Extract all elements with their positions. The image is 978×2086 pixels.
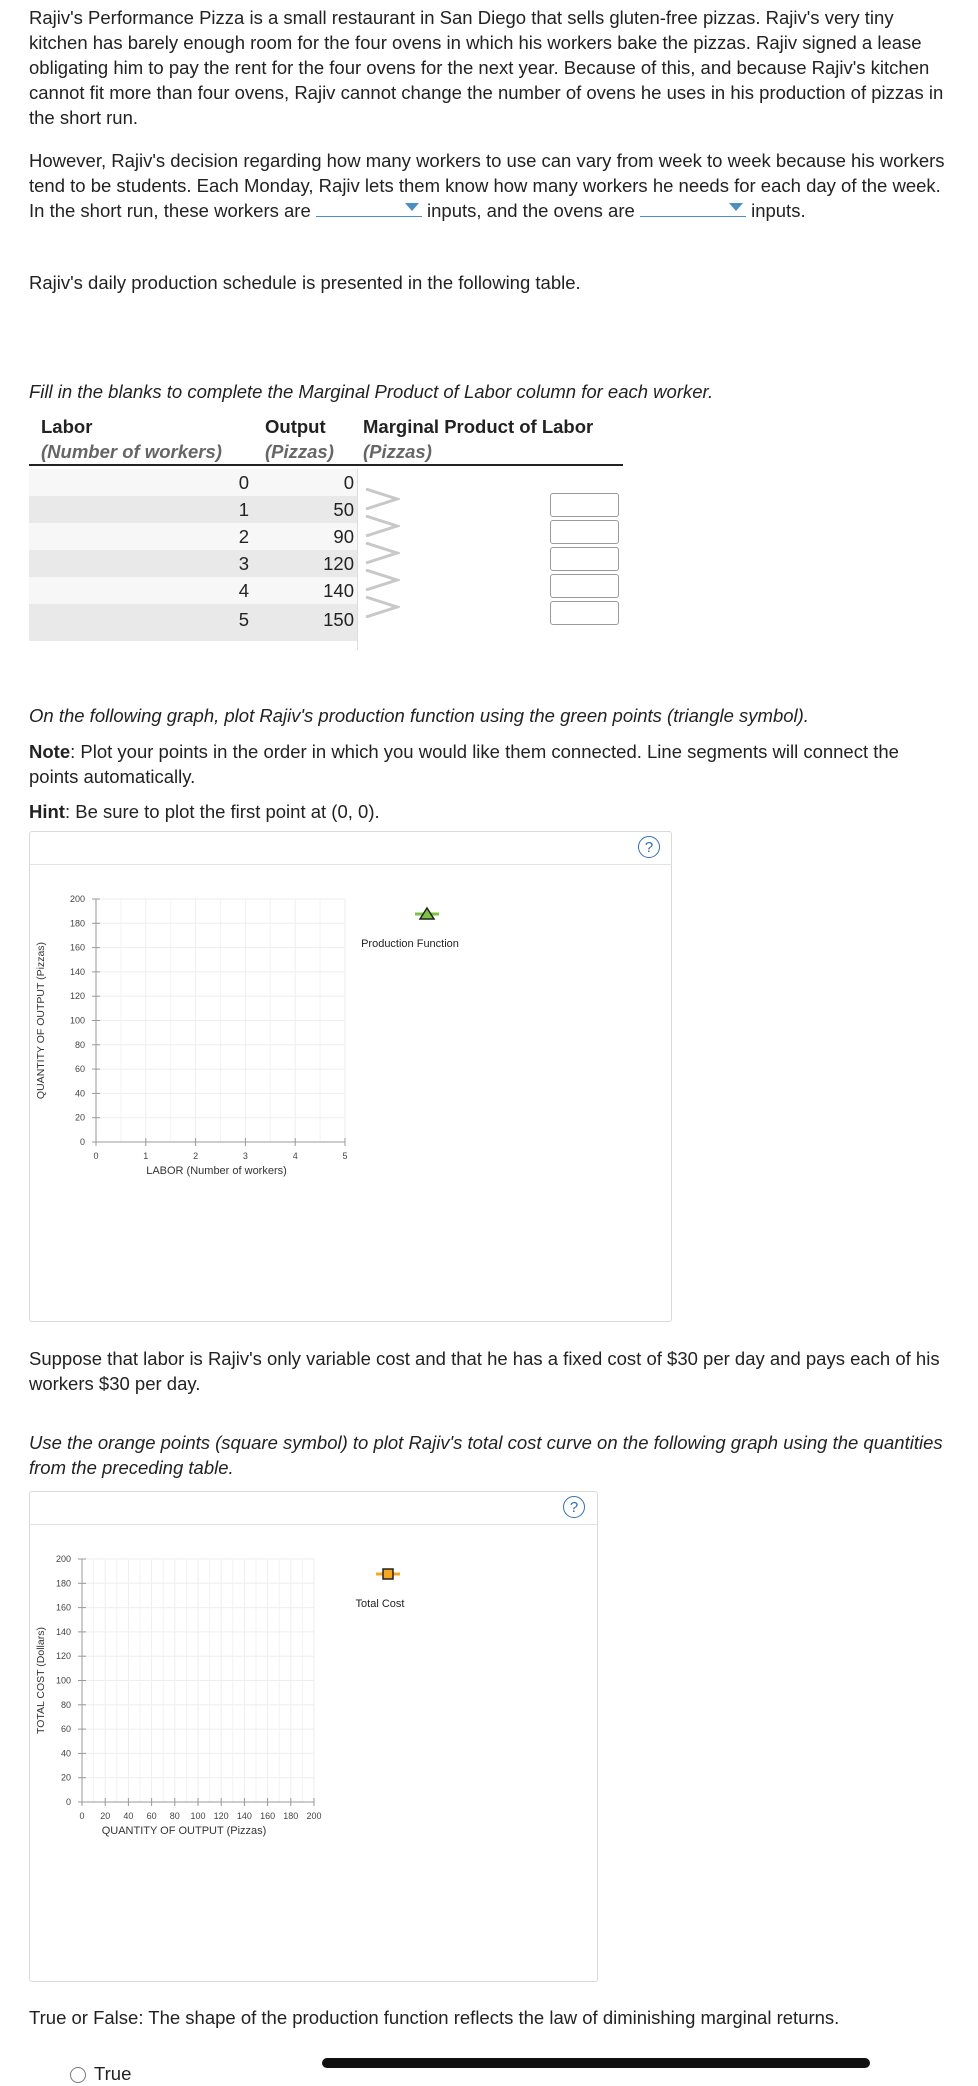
cost-assumption-text: Suppose that labor is Rajiv's only variable cost and that he has a fixed cost of $30 per day and pays each of his workers $30 per day. bbox=[29, 1348, 940, 1394]
hint-text: : Be sure to plot the first point at (0, 0). bbox=[64, 801, 380, 822]
y-tick-label: 60 bbox=[74, 1064, 85, 1075]
x-tick-label: 160 bbox=[260, 1811, 276, 1821]
y-tick-label: 180 bbox=[69, 918, 85, 929]
chevron-right-icon bbox=[364, 569, 400, 591]
production-function-chart[interactable] bbox=[30, 865, 671, 1320]
labor-cell: 1 bbox=[238, 499, 249, 520]
y-tick-label: 140 bbox=[69, 966, 85, 977]
note-label: Note bbox=[29, 741, 71, 762]
x-tick-label: 140 bbox=[236, 1811, 252, 1821]
output-cell: 140 bbox=[323, 580, 354, 601]
x-tick-label: 5 bbox=[342, 1151, 348, 1161]
y-tick-label: 160 bbox=[69, 942, 85, 953]
x-axis-label: QUANTITY OF OUTPUT (Pizzas) bbox=[101, 1825, 267, 1837]
mp-header: Marginal Product of Labor bbox=[363, 416, 594, 437]
output-cell: 0 bbox=[343, 472, 354, 493]
y-tick-label: 200 bbox=[55, 1554, 71, 1564]
labor-subheader: (Number of workers) bbox=[41, 441, 222, 462]
option-true[interactable] bbox=[70, 2061, 131, 2086]
x-tick-label: 100 bbox=[190, 1811, 206, 1821]
help-icon[interactable]: ? bbox=[638, 836, 660, 858]
y-tick-label: 20 bbox=[60, 1772, 71, 1783]
y-tick-label: 120 bbox=[55, 1651, 71, 1662]
chevron-down-icon bbox=[729, 203, 743, 211]
schedule-intro-text: Rajiv's daily production schedule is presented in the following table. bbox=[29, 272, 581, 293]
output-subheader: (Pizzas) bbox=[265, 441, 334, 462]
option-true-label: True bbox=[94, 2063, 132, 2084]
labor-cell: 4 bbox=[238, 580, 249, 601]
y-tick-label: 140 bbox=[55, 1626, 71, 1637]
y-tick-label: 0 bbox=[65, 1797, 71, 1807]
table-instruction: Fill in the blanks to complete the Marginal Product of Labor column for each worker. bbox=[29, 381, 714, 402]
x-axis-label: LABOR (Number of workers) bbox=[146, 1165, 287, 1177]
y-tick-label: 60 bbox=[60, 1724, 71, 1735]
x-tick-label: 120 bbox=[213, 1811, 229, 1821]
labor-cell: 3 bbox=[238, 553, 249, 574]
mp-subheader: (Pizzas) bbox=[363, 441, 432, 462]
production-table bbox=[29, 414, 623, 650]
mp-input-worker-1[interactable] bbox=[550, 493, 619, 517]
help-icon[interactable]: ? bbox=[563, 1496, 585, 1518]
chevron-right-icon bbox=[364, 596, 400, 618]
x-tick-label: 20 bbox=[100, 1811, 111, 1821]
note-text: : Plot your points in the order in which you would like them connected. Line segments will connect the points automatically. bbox=[29, 741, 899, 787]
y-tick-label: 100 bbox=[69, 1015, 85, 1026]
labor-cell: 5 bbox=[238, 609, 249, 630]
labor-cell: 0 bbox=[238, 472, 249, 493]
graph1-note bbox=[29, 739, 949, 789]
x-tick-label: 0 bbox=[93, 1151, 99, 1161]
y-tick-label: 120 bbox=[69, 991, 85, 1002]
total-cost-chart[interactable] bbox=[30, 1525, 597, 1980]
legend-label: Production Function bbox=[361, 938, 459, 950]
square-icon bbox=[383, 1569, 393, 1579]
mp-input-worker-3[interactable] bbox=[550, 547, 619, 571]
intro-paragraph: Rajiv's Performance Pizza is a small restaurant in San Diego that sells gluten-free pizzas. Rajiv's very tiny kitchen has barely enough room for the four ovens in which his workers bake the pizzas. Rajiv signed a lease obligating him to pay the rent for the four ovens for the next year. Because of this, and because Rajiv's kitchen cannot fit more than four ovens, Rajiv cannot change the number of ovens he uses in his production of pizzas in the short run. bbox=[29, 7, 944, 128]
y-tick-label: 160 bbox=[55, 1602, 71, 1613]
mp-input-worker-5[interactable] bbox=[550, 601, 619, 625]
y-tick-label: 80 bbox=[74, 1039, 85, 1050]
x-tick-label: 200 bbox=[306, 1811, 322, 1821]
short-run-text-b: inputs, and the ovens are bbox=[427, 200, 635, 221]
y-axis-label: TOTAL COST (Dollars) bbox=[35, 1627, 47, 1734]
ovens-input-type-dropdown[interactable] bbox=[640, 198, 746, 217]
chevron-right-icon bbox=[364, 542, 400, 564]
y-tick-label: 40 bbox=[74, 1088, 85, 1099]
y-tick-label: 200 bbox=[69, 894, 85, 904]
header-rule bbox=[29, 464, 623, 466]
labor-cell: 2 bbox=[238, 526, 249, 547]
chevron-down-icon bbox=[405, 203, 419, 211]
y-tick-label: 0 bbox=[79, 1137, 85, 1147]
production-graph-panel bbox=[29, 831, 672, 1322]
y-tick-label: 80 bbox=[60, 1699, 71, 1710]
x-tick-label: 2 bbox=[193, 1151, 199, 1161]
x-tick-label: 1 bbox=[143, 1151, 149, 1161]
output-cell: 50 bbox=[333, 499, 354, 520]
y-tick-label: 100 bbox=[55, 1675, 71, 1686]
output-cell: 90 bbox=[333, 526, 354, 547]
x-tick-label: 4 bbox=[292, 1151, 298, 1161]
mp-input-worker-2[interactable] bbox=[550, 520, 619, 544]
radio-button[interactable] bbox=[70, 2067, 86, 2083]
scrollbar-handle[interactable] bbox=[322, 2058, 870, 2068]
labor-header: Labor bbox=[41, 416, 93, 437]
y-axis-label: QUANTITY OF OUTPUT (Pizzas) bbox=[35, 941, 47, 1100]
workers-input-type-dropdown[interactable] bbox=[316, 198, 422, 217]
x-tick-label: 180 bbox=[283, 1811, 299, 1821]
x-tick-label: 0 bbox=[79, 1811, 85, 1821]
graph1-instruction: On the following graph, plot Rajiv's production function using the green points (triangle symbol). bbox=[29, 705, 809, 726]
mp-input-worker-4[interactable] bbox=[550, 574, 619, 598]
short-run-text-c: inputs. bbox=[751, 200, 806, 221]
short-run-paragraph bbox=[29, 148, 949, 223]
chevron-right-icon bbox=[364, 488, 400, 510]
true-false-question: True or False: The shape of the production function reflects the law of diminishing marginal returns. bbox=[29, 2007, 840, 2028]
output-header: Output bbox=[265, 416, 326, 437]
legend-label: Total Cost bbox=[355, 1598, 405, 1610]
x-tick-label: 80 bbox=[169, 1811, 180, 1821]
short-run-text-a: However, Rajiv's decision regarding how many workers to use can vary from week to week because his workers tend to be students. Each Monday, Rajiv lets them know how many workers he needs for each day of the week. In the short run, these workers are bbox=[29, 150, 945, 221]
output-cell: 120 bbox=[323, 553, 354, 574]
y-tick-label: 20 bbox=[74, 1112, 85, 1123]
hint-label: Hint bbox=[29, 801, 65, 822]
total-cost-graph-panel bbox=[29, 1491, 598, 1982]
chevron-right-icon bbox=[364, 515, 400, 537]
y-tick-label: 180 bbox=[55, 1578, 71, 1589]
x-tick-label: 60 bbox=[146, 1811, 157, 1821]
x-tick-label: 40 bbox=[123, 1811, 134, 1821]
x-tick-label: 3 bbox=[242, 1151, 248, 1161]
output-cell: 150 bbox=[323, 609, 354, 630]
graph2-instruction: Use the orange points (square symbol) to plot Rajiv's total cost curve on the following graph using the quantities from the preceding table. bbox=[29, 1432, 943, 1478]
graph1-hint bbox=[29, 799, 949, 824]
y-tick-label: 40 bbox=[60, 1748, 71, 1759]
